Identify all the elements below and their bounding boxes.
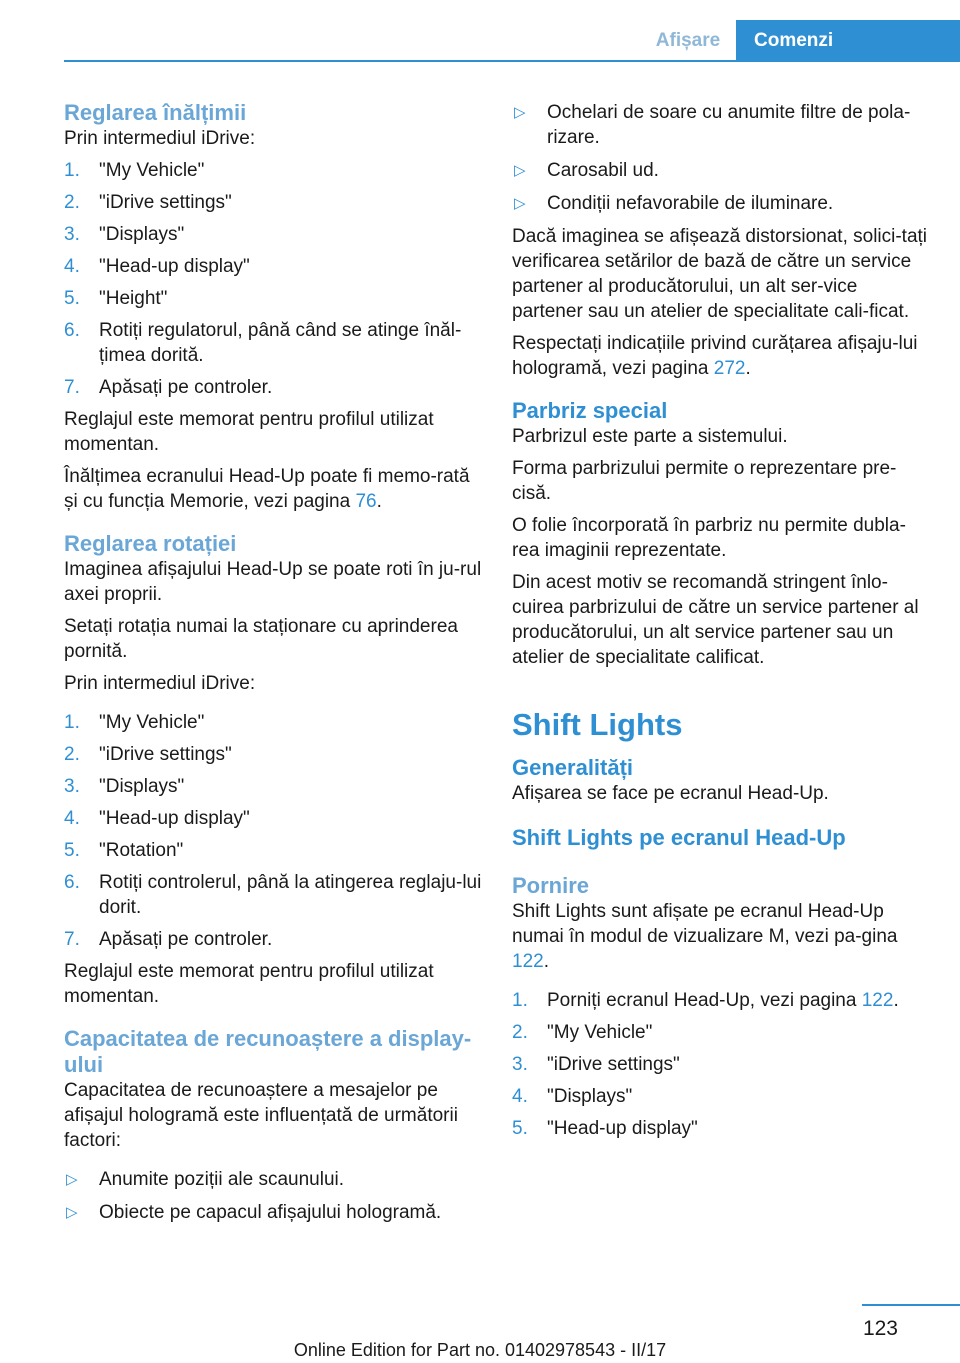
step-text: Porniți ecranul Head-Up, vezi pagina	[547, 990, 862, 1011]
factors-list	[64, 1167, 482, 1225]
section-title-shift-lights-hud: Shift Lights pe ecranul Head-Up	[512, 825, 846, 850]
paragraph-text: .	[376, 491, 382, 512]
section-title-recognition: Capacitatea de recunoaștere a display-ului	[64, 1026, 472, 1077]
section-tab-afisare[interactable]: Afișare	[655, 30, 721, 51]
step-number: 5.	[64, 840, 80, 861]
step-number: 2.	[512, 1022, 528, 1043]
step-text: Rotiți regulatorul, până când se atinge înăl‐țimea dorită.	[99, 320, 462, 366]
section-title-rotation: Reglarea rotației	[64, 531, 237, 556]
paragraph	[512, 331, 932, 381]
paragraph: Forma parbrizului permite o reprezentare pre‐cisă.	[512, 458, 897, 504]
step-text: "Displays"	[99, 224, 185, 245]
bullet-text: Anumite poziții ale scaunului.	[99, 1169, 345, 1190]
list-item	[64, 375, 482, 400]
list-item	[64, 222, 482, 247]
page-link[interactable]: 122	[861, 990, 894, 1011]
list-item	[512, 191, 932, 216]
paragraph: Din acest motiv se recomandă stringent înlo‐cuirea parbrizului de către un service partener al producătorului, un alt service partener sau un atelier de specialitate calificat.	[512, 572, 919, 668]
footer-divider	[862, 1304, 960, 1306]
list-item	[512, 1052, 932, 1077]
step-text: "My Vehicle"	[99, 712, 205, 733]
step-number: 3.	[512, 1054, 528, 1075]
rotation-steps-list	[64, 710, 482, 952]
step-number: 3.	[64, 224, 80, 245]
paragraph-text: .	[745, 358, 751, 379]
right-column	[512, 100, 932, 1148]
list-item	[512, 100, 932, 150]
step-text: "Head-up display"	[99, 256, 250, 277]
step-number: 4.	[64, 808, 80, 829]
step-number: 4.	[512, 1086, 528, 1107]
list-item	[64, 806, 482, 831]
step-number: 6.	[64, 872, 80, 893]
step-number: 2.	[64, 192, 80, 213]
section-title-special-windshield: Parbriz special	[512, 398, 668, 423]
paragraph-text: Înălțimea ecranului Head-Up poate fi memo‐rată și cu funcția Memorie, vezi pagina	[64, 466, 470, 512]
paragraph: Prin intermediul iDrive:	[64, 673, 256, 694]
step-text: Apăsați pe controler.	[99, 929, 273, 950]
step-text: .	[893, 990, 899, 1011]
bullet-text: Obiecte pe capacul afișajului hologramă.	[99, 1202, 442, 1223]
paragraph	[64, 464, 482, 514]
step-text: "iDrive settings"	[547, 1054, 680, 1075]
paragraph-text: Shift Lights sunt afișate pe ecranul Head-Up numai în modul de vizualizare M, vezi pa‐gina	[512, 901, 898, 947]
paragraph-text: .	[543, 951, 549, 972]
page-link[interactable]: 122	[512, 951, 544, 972]
paragraph: O folie încorporată în parbriz nu permite dubla‐rea imaginii reprezentate.	[512, 515, 906, 561]
page-header	[0, 0, 960, 64]
bullet-text: Carosabil ud.	[547, 160, 659, 181]
list-item	[64, 1167, 482, 1192]
step-number: 4.	[64, 256, 80, 277]
step-text: "Head-up display"	[99, 808, 250, 829]
section-title-height: Reglarea înălțimii	[64, 100, 247, 125]
footer-edition: Online Edition for Part no. 01402978543 - II/17	[293, 1340, 667, 1360]
list-item	[512, 158, 932, 183]
factors-list-continued	[512, 100, 932, 216]
list-item	[64, 286, 482, 311]
page-number: 123	[862, 1317, 898, 1340]
list-item	[64, 710, 482, 735]
step-text: "iDrive settings"	[99, 744, 232, 765]
step-number: 6.	[64, 320, 80, 341]
list-item	[64, 838, 482, 863]
triangle-bullet-icon: ▷	[66, 1171, 78, 1188]
shift-lights-steps-list	[512, 988, 932, 1141]
step-text: Apăsați pe controler.	[99, 377, 273, 398]
paragraph-text: Respectați indicațiile privind curățarea afișaju‐lui hologramă, vezi pagina	[512, 333, 918, 379]
bullet-text: Ochelari de soare cu anumite filtre de pola‐rizare.	[547, 102, 911, 148]
step-number: 5.	[512, 1118, 528, 1139]
list-item	[512, 1084, 932, 1109]
section-title-switch-on: Pornire	[512, 873, 590, 898]
step-number: 7.	[64, 377, 80, 398]
triangle-bullet-icon: ▷	[514, 104, 526, 121]
page-link[interactable]: 76	[355, 491, 377, 512]
paragraph: Afișarea se face pe ecranul Head-Up.	[512, 783, 829, 804]
step-number: 7.	[64, 929, 80, 950]
list-item	[64, 927, 482, 952]
paragraph: Reglajul este memorat pentru profilul utilizat momentan.	[64, 961, 434, 1007]
step-text: Rotiți controlerul, până la atingerea reglaju‐lui dorit.	[99, 872, 482, 918]
step-text: "My Vehicle"	[547, 1022, 653, 1043]
step-number: 1.	[64, 712, 80, 733]
step-text: "Rotation"	[99, 840, 184, 861]
step-number: 5.	[64, 288, 80, 309]
triangle-bullet-icon: ▷	[514, 195, 526, 212]
paragraph: Imaginea afișajului Head-Up se poate roti în ju‐rul axei proprii.	[64, 559, 482, 605]
list-item	[64, 1200, 482, 1225]
paragraph: Dacă imaginea se afișează distorsionat, solici‐tați verificarea setărilor de bază de către un service partener al producătorului, un alt ser‐vice partener sau un atelier de specialitate cali‐ficat.	[512, 226, 928, 322]
list-item	[64, 158, 482, 183]
step-text: "Displays"	[99, 776, 185, 797]
paragraph: Prin intermediul iDrive:	[64, 128, 256, 149]
step-number: 2.	[64, 744, 80, 765]
step-text: "Height"	[99, 288, 168, 309]
step-number: 3.	[64, 776, 80, 797]
list-item	[64, 254, 482, 279]
list-item	[64, 318, 482, 368]
paragraph: Reglajul este memorat pentru profilul utilizat momentan.	[64, 409, 434, 455]
step-text: "Head-up display"	[547, 1118, 698, 1139]
paragraph: Setați rotația numai la staționare cu aprinderea pornită.	[64, 616, 458, 662]
bullet-text: Condiții nefavorabile de iluminare.	[547, 193, 834, 214]
list-item	[512, 1116, 932, 1141]
left-column	[64, 100, 482, 1233]
chapter-title-shift-lights: Shift Lights	[512, 707, 683, 742]
list-item	[64, 870, 482, 920]
step-text: "Displays"	[547, 1086, 633, 1107]
triangle-bullet-icon: ▷	[514, 162, 526, 179]
step-number: 1.	[64, 160, 80, 181]
header-divider	[64, 60, 960, 62]
list-item	[512, 988, 932, 1013]
step-text: "My Vehicle"	[99, 160, 205, 181]
section-tab-comenzi[interactable]: Comenzi	[736, 20, 960, 62]
list-item	[64, 742, 482, 767]
step-text: "iDrive settings"	[99, 192, 232, 213]
list-item	[512, 1020, 932, 1045]
step-number: 1.	[512, 990, 528, 1011]
paragraph: Parbrizul este parte a sistemului.	[512, 426, 788, 447]
paragraph: Capacitatea de recunoaștere a mesajelor pe afișajul hologramă este influențată de următorii factori:	[64, 1080, 458, 1151]
triangle-bullet-icon: ▷	[66, 1204, 78, 1221]
page-link[interactable]: 272	[713, 358, 746, 379]
section-title-general: Generalități	[512, 755, 634, 780]
list-item	[64, 774, 482, 799]
height-steps-list	[64, 158, 482, 400]
paragraph	[512, 899, 932, 974]
list-item	[64, 190, 482, 215]
